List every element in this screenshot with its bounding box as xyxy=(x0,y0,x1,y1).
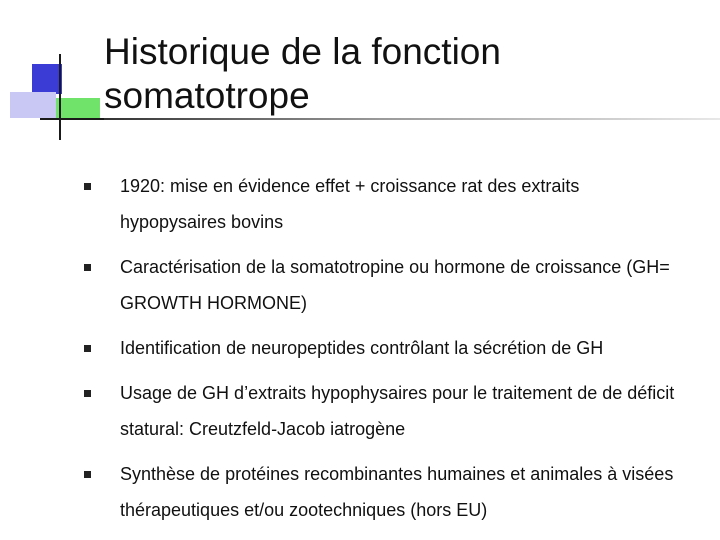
bullet-text: Synthèse de protéines recombinantes humaines et animales à visées thérapeutiques et/ou zootechniques (hors EU) xyxy=(120,464,674,520)
decorative-horizontal-line xyxy=(40,118,104,120)
square-bullet-icon xyxy=(84,471,91,478)
square-bullet-icon xyxy=(84,345,91,352)
bullet-text: Usage de GH d’extraits hypophysaires pour le traitement de de déficit statural: Creutzfeld-Jacob iatrogène xyxy=(120,383,675,439)
bullet-item xyxy=(84,168,684,240)
bullet-item xyxy=(84,249,684,321)
square-bullet-icon xyxy=(84,264,91,271)
bullet-item xyxy=(84,330,684,366)
decorative-green-square xyxy=(56,98,100,118)
bullet-list xyxy=(84,168,684,537)
square-bullet-icon xyxy=(84,390,91,397)
decorative-vertical-line xyxy=(59,54,61,140)
bullet-text: 1920: mise en évidence effet + croissance rat des extraits hypopysaires bovins xyxy=(120,176,580,232)
slide-title-line-2: somatotrope xyxy=(104,75,310,116)
bullet-text: Identification de neuropeptides contrôlant la sécrétion de GH xyxy=(120,338,604,358)
decorative-blue-square xyxy=(32,64,62,94)
decorative-lilac-square xyxy=(10,92,56,118)
bullet-item xyxy=(84,456,684,528)
slide-title-line-1: Historique de la fonction xyxy=(104,31,501,72)
square-bullet-icon xyxy=(84,183,91,190)
bullet-item xyxy=(84,375,684,447)
slide-title xyxy=(104,30,704,118)
bullet-text: Caractérisation de la somatotropine ou hormone de croissance (GH= GROWTH HORMONE) xyxy=(120,257,670,313)
title-underline xyxy=(104,118,720,120)
